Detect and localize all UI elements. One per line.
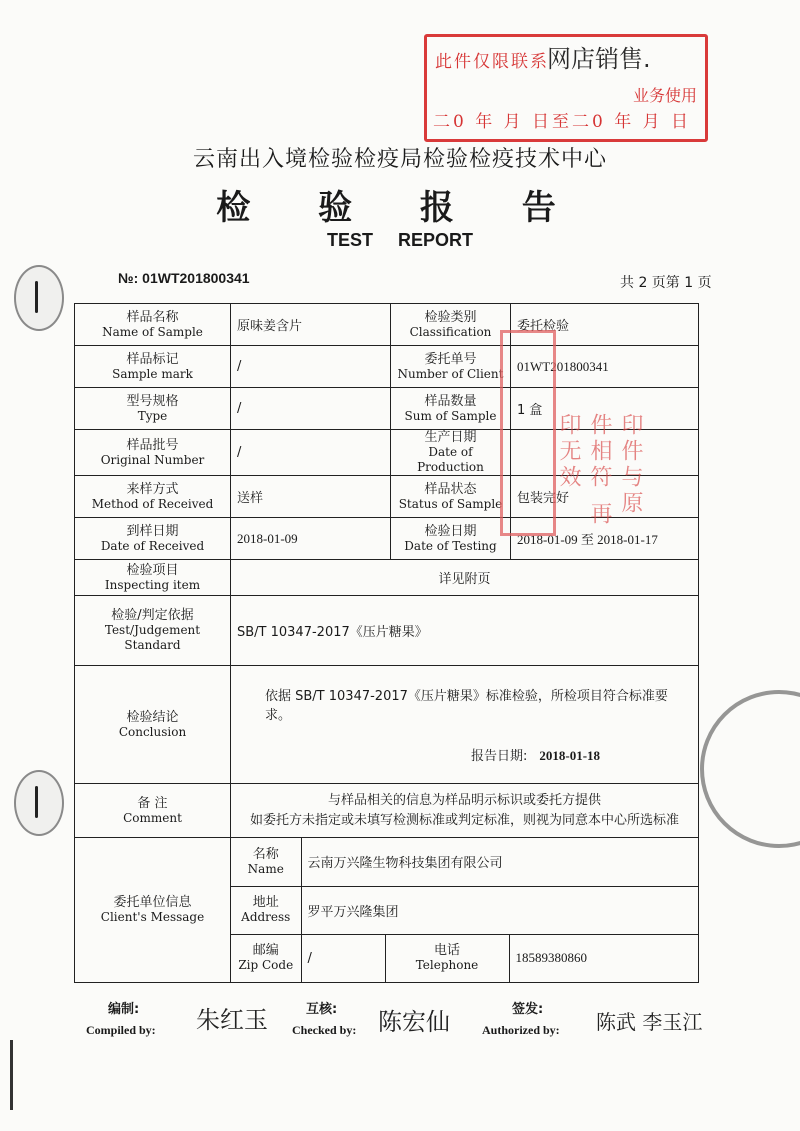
report-title: 检 验 报 告 bbox=[216, 188, 584, 228]
report-title-en: TEST REPORT bbox=[326, 230, 473, 250]
method-received-value: 送样 bbox=[231, 476, 391, 518]
copy-verification-stamp: 印件与原件相符 再印无效 bbox=[500, 330, 556, 536]
report-number: №: 01WT201800341 bbox=[118, 270, 250, 286]
original-number-value: / bbox=[231, 430, 391, 476]
sample-sum-value: 1 盒 bbox=[511, 388, 699, 430]
type-value: / bbox=[231, 388, 391, 430]
standard-row: 检验/判定依据 Test/Judgement Standard SB/T 10347-2017《压片糖果》 bbox=[75, 596, 699, 666]
inspecting-row: 检验项目 Inspecting item 详见附页 bbox=[75, 560, 699, 596]
scan-shadow bbox=[10, 1040, 13, 1110]
classification-value: 委托检验 bbox=[511, 304, 699, 346]
client-address-value: 罗平万兴隆集团 bbox=[301, 886, 699, 934]
checked-by: 互核: Checked by: bbox=[292, 1002, 357, 1037]
sample-mark-value: / bbox=[231, 346, 391, 388]
client-number-value: 01WT201800341 bbox=[511, 346, 699, 388]
table-row: 型号规格 Type / 样品数量 Sum of Sample 1 盒 bbox=[75, 388, 699, 430]
report-table bbox=[74, 303, 699, 983]
table-row: 来样方式 Method of Received 送样 样品状态 Status of Sample 包装完好 bbox=[75, 476, 699, 518]
table-row: 样品批号 Original Number / 生产日期 Date of Production bbox=[75, 430, 699, 476]
telephone-value: 18589380860 bbox=[509, 934, 699, 982]
client-row: 委托单位信息 Client's Message 名称 Name 云南万兴隆生物科技集团有限公司 地址 Address 罗平万兴隆集团 邮编 Zip Code / 电话 Telephone 18589380860 bbox=[75, 838, 699, 983]
comment-text: 与样品相关的信息为样品明示标识或委托方提供 如委托方未指定或未填写检测标准或判定标准，则视为同意本中心所选标准 bbox=[231, 784, 699, 838]
compiled-by: 编制: Compiled by: bbox=[86, 1002, 156, 1037]
date-received-value: 2018-01-09 bbox=[231, 518, 391, 560]
punch-hole-bottom bbox=[14, 770, 64, 836]
table-row: 样品名称 Name of Sample 原味姜含片 检验类别 Classification 委托检验 bbox=[75, 304, 699, 346]
punch-hole-top bbox=[14, 265, 64, 331]
page-info: 共 2 页第 1 页 bbox=[620, 275, 712, 291]
authorized-by: 签发: Authorized by: bbox=[482, 1002, 560, 1037]
client-info-table: 名称 Name 云南万兴隆生物科技集团有限公司 地址 Address 罗平万兴隆集团 邮编 Zip Code / 电话 Telephone 18589380860 bbox=[231, 838, 699, 982]
testing-date-value: 2018-01-09 至 2018-01-17 bbox=[511, 518, 699, 560]
standard-value: SB/T 10347-2017《压片糖果》 bbox=[231, 596, 699, 666]
inspecting-value: 详见附页 bbox=[231, 560, 699, 596]
conclusion-row: 检验结论 Conclusion 依据 SB/T 10347-2017《压片糖果》标准检验，所检项目符合标准要求。 报告日期: 2018-01-18 bbox=[75, 666, 699, 784]
organization-name: 云南出入境检验检疫局检验检疫技术中心 bbox=[192, 147, 607, 172]
table-row: 样品标记 Sample mark / 委托单号 Number of Client 01WT201800341 bbox=[75, 346, 699, 388]
authorized-signature: 陈武 李玉江 bbox=[596, 1010, 703, 1034]
official-seal bbox=[700, 690, 800, 848]
client-name-value: 云南万兴隆生物科技集团有限公司 bbox=[301, 838, 699, 886]
usage-restriction-stamp: 此件仅限联系 网店销售. 业务使用 二0 年 月 日至二0 年 月 日 bbox=[424, 34, 708, 142]
compiled-signature: 朱红玉 bbox=[196, 1006, 268, 1034]
checked-signature: 陈宏仙 bbox=[378, 1008, 450, 1036]
comment-row: 备 注 Comment 与样品相关的信息为样品明示标识或委托方提供 如委托方未指定或未填写检测标准或判定标准，则视为同意本中心所选标准 bbox=[75, 784, 699, 838]
conclusion-text: 依据 SB/T 10347-2017《压片糖果》标准检验，所检项目符合标准要求。 bbox=[265, 689, 668, 723]
sample-name-value: 原味姜含片 bbox=[231, 304, 391, 346]
handwritten-usage: 网店销售. bbox=[547, 45, 651, 73]
report-date: 报告日期: 2018-01-18 bbox=[471, 748, 601, 764]
sample-status-value: 包装完好 bbox=[511, 476, 699, 518]
zip-code-value: / bbox=[301, 934, 385, 982]
table-row: 到样日期 Date of Received 2018-01-09 检验日期 Date of Testing 2018-01-09 至 2018-01-17 bbox=[75, 518, 699, 560]
